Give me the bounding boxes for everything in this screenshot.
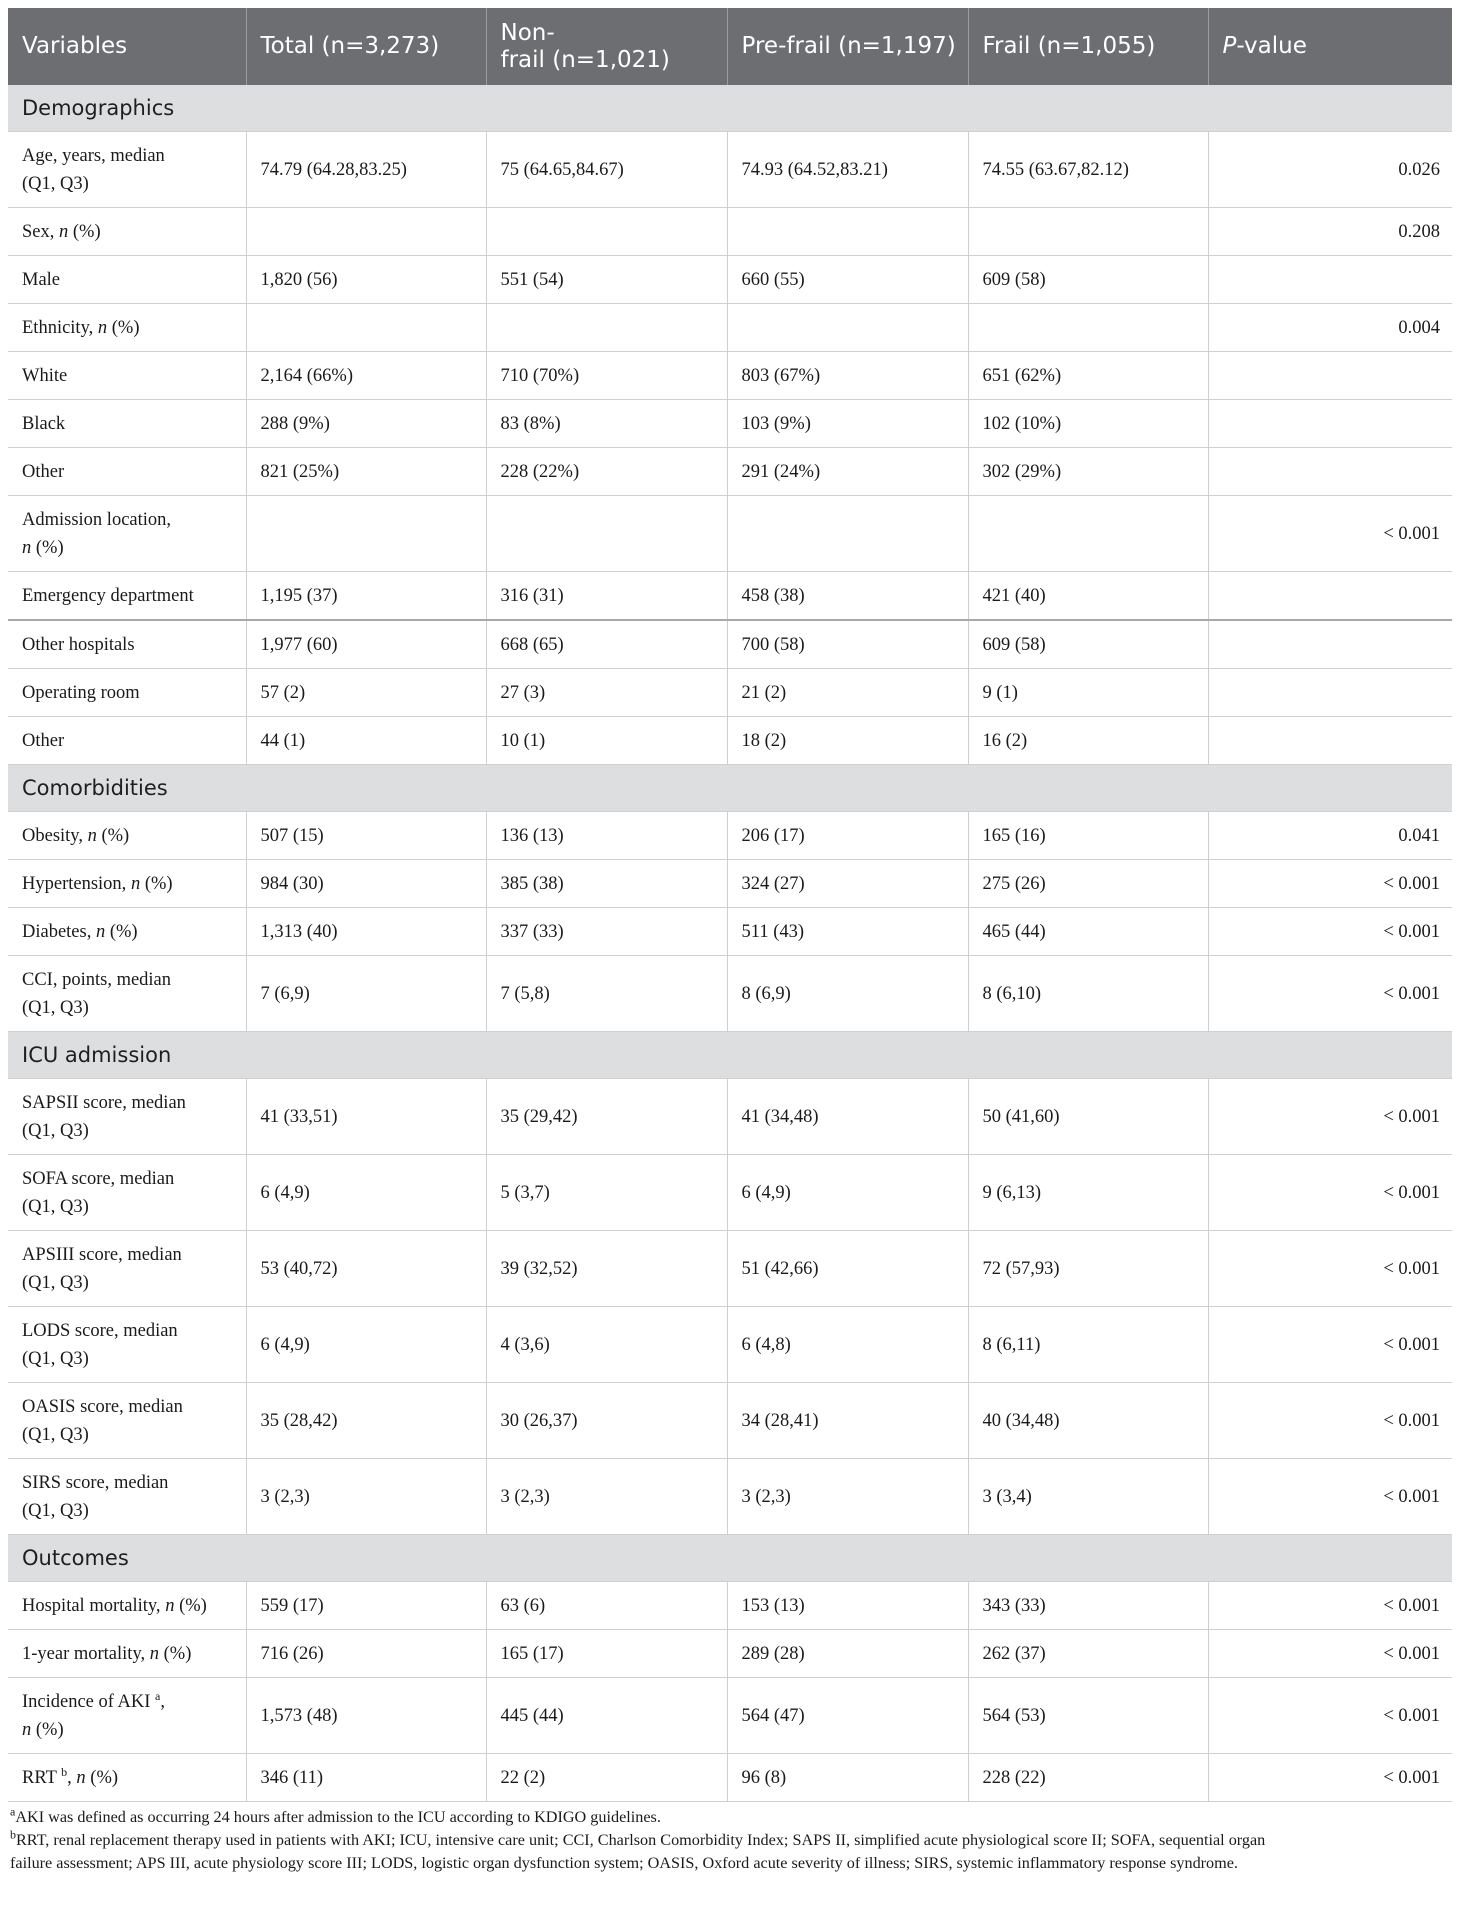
row-label: Diabetes, n (%) bbox=[8, 908, 246, 956]
row-label: Hospital mortality, n (%) bbox=[8, 1582, 246, 1630]
cell-total: 346 (11) bbox=[246, 1754, 486, 1802]
cell-pvalue: < 0.001 bbox=[1208, 1155, 1452, 1231]
cell-nonfrail: 83 (8%) bbox=[486, 400, 727, 448]
cell-pvalue: 0.041 bbox=[1208, 812, 1452, 860]
cell-prefrail: 8 (6,9) bbox=[727, 956, 968, 1032]
cell-nonfrail bbox=[486, 208, 727, 256]
row-label: Sex, n (%) bbox=[8, 208, 246, 256]
table-row bbox=[8, 1155, 1452, 1231]
cell-prefrail: 74.93 (64.52,83.21) bbox=[727, 132, 968, 208]
cell-total: 288 (9%) bbox=[246, 400, 486, 448]
row-label: 1-year mortality, n (%) bbox=[8, 1630, 246, 1678]
cell-nonfrail: 7 (5,8) bbox=[486, 956, 727, 1032]
table-row bbox=[8, 352, 1452, 400]
cell-prefrail: 511 (43) bbox=[727, 908, 968, 956]
row-label: White bbox=[8, 352, 246, 400]
table-row bbox=[8, 1307, 1452, 1383]
table-row bbox=[8, 717, 1452, 765]
table-row bbox=[8, 572, 1452, 621]
cell-total: 984 (30) bbox=[246, 860, 486, 908]
cell-prefrail bbox=[727, 496, 968, 572]
cell-frail: 8 (6,10) bbox=[968, 956, 1208, 1032]
cell-frail: 421 (40) bbox=[968, 572, 1208, 621]
cell-prefrail: 34 (28,41) bbox=[727, 1383, 968, 1459]
cell-nonfrail: 3 (2,3) bbox=[486, 1459, 727, 1535]
cell-prefrail: 564 (47) bbox=[727, 1678, 968, 1754]
cell-pvalue: < 0.001 bbox=[1208, 908, 1452, 956]
section-demographics: Demographics bbox=[8, 85, 1452, 132]
cell-pvalue bbox=[1208, 572, 1452, 621]
cell-nonfrail: 27 (3) bbox=[486, 669, 727, 717]
cell-pvalue: < 0.001 bbox=[1208, 1307, 1452, 1383]
table-row bbox=[8, 208, 1452, 256]
cell-prefrail: 3 (2,3) bbox=[727, 1459, 968, 1535]
cell-prefrail: 206 (17) bbox=[727, 812, 968, 860]
header-frail: Frail (n=1,055) bbox=[968, 8, 1208, 85]
table-row bbox=[8, 304, 1452, 352]
cell-nonfrail: 668 (65) bbox=[486, 620, 727, 669]
cell-pvalue bbox=[1208, 352, 1452, 400]
cell-prefrail: 291 (24%) bbox=[727, 448, 968, 496]
cell-frail bbox=[968, 496, 1208, 572]
cell-frail: 275 (26) bbox=[968, 860, 1208, 908]
cell-nonfrail: 228 (22%) bbox=[486, 448, 727, 496]
cell-pvalue: < 0.001 bbox=[1208, 1582, 1452, 1630]
row-label: Hypertension, n (%) bbox=[8, 860, 246, 908]
cell-pvalue: 0.208 bbox=[1208, 208, 1452, 256]
cell-prefrail: 18 (2) bbox=[727, 717, 968, 765]
cell-nonfrail: 39 (32,52) bbox=[486, 1231, 727, 1307]
cell-pvalue: < 0.001 bbox=[1208, 1678, 1452, 1754]
table-row bbox=[8, 956, 1452, 1032]
row-label: Admission location, n (%) bbox=[8, 496, 246, 572]
header-nonfrail: Non- frail (n=1,021) bbox=[486, 8, 727, 85]
header-variables: Variables bbox=[8, 8, 246, 85]
cell-prefrail: 51 (42,66) bbox=[727, 1231, 968, 1307]
cell-frail: 40 (34,48) bbox=[968, 1383, 1208, 1459]
cell-frail bbox=[968, 208, 1208, 256]
cell-pvalue: < 0.001 bbox=[1208, 1630, 1452, 1678]
row-label: Incidence of AKI $^a$, n (%) bbox=[8, 1678, 246, 1754]
row-label: RRT $^b$, n (%) bbox=[8, 1754, 246, 1802]
cell-prefrail: 6 (4,8) bbox=[727, 1307, 968, 1383]
cell-frail: 609 (58) bbox=[968, 256, 1208, 304]
baseline-characteristics-table bbox=[8, 8, 1452, 1802]
cell-pvalue bbox=[1208, 669, 1452, 717]
row-label: Other bbox=[8, 717, 246, 765]
cell-prefrail: 803 (67%) bbox=[727, 352, 968, 400]
cell-nonfrail: 22 (2) bbox=[486, 1754, 727, 1802]
table-row bbox=[8, 620, 1452, 669]
cell-total: 1,977 (60) bbox=[246, 620, 486, 669]
section-row bbox=[8, 85, 1452, 132]
cell-frail: 651 (62%) bbox=[968, 352, 1208, 400]
cell-total: 821 (25%) bbox=[246, 448, 486, 496]
cell-total: 35 (28,42) bbox=[246, 1383, 486, 1459]
cell-nonfrail: 710 (70%) bbox=[486, 352, 727, 400]
row-label: Black bbox=[8, 400, 246, 448]
table-header-row bbox=[8, 8, 1452, 85]
section-icu-admission: ICU admission bbox=[8, 1032, 1452, 1079]
cell-prefrail bbox=[727, 304, 968, 352]
cell-prefrail: 458 (38) bbox=[727, 572, 968, 621]
table-row bbox=[8, 496, 1452, 572]
row-label: Other bbox=[8, 448, 246, 496]
cell-total bbox=[246, 304, 486, 352]
section-outcomes: Outcomes bbox=[8, 1535, 1452, 1582]
cell-prefrail bbox=[727, 208, 968, 256]
cell-nonfrail: 316 (31) bbox=[486, 572, 727, 621]
cell-pvalue: < 0.001 bbox=[1208, 1383, 1452, 1459]
table-footnotes bbox=[8, 1806, 1452, 1875]
cell-prefrail: 153 (13) bbox=[727, 1582, 968, 1630]
cell-pvalue bbox=[1208, 448, 1452, 496]
cell-total: 6 (4,9) bbox=[246, 1155, 486, 1231]
section-row bbox=[8, 1032, 1452, 1079]
row-label: Obesity, n (%) bbox=[8, 812, 246, 860]
cell-frail: 262 (37) bbox=[968, 1630, 1208, 1678]
cell-frail: 3 (3,4) bbox=[968, 1459, 1208, 1535]
cell-pvalue bbox=[1208, 400, 1452, 448]
cell-nonfrail: 445 (44) bbox=[486, 1678, 727, 1754]
table-row bbox=[8, 132, 1452, 208]
header-pvalue: P-value bbox=[1208, 8, 1452, 85]
table-row bbox=[8, 1678, 1452, 1754]
table-figure bbox=[8, 8, 1452, 1875]
cell-frail: 343 (33) bbox=[968, 1582, 1208, 1630]
cell-pvalue: 0.026 bbox=[1208, 132, 1452, 208]
cell-total: 1,195 (37) bbox=[246, 572, 486, 621]
cell-pvalue bbox=[1208, 256, 1452, 304]
cell-pvalue: 0.004 bbox=[1208, 304, 1452, 352]
cell-total bbox=[246, 208, 486, 256]
footnote-b: $^b$RRT, renal replacement therapy used in patients with AKI; ICU, intensive care unit; CCI, Charlson Comorbidity Index; SAPS II, simplified acute physiological score II; SOFA, sequential organ bbox=[10, 1827, 1266, 1849]
cell-frail: 228 (22) bbox=[968, 1754, 1208, 1802]
cell-nonfrail: 35 (29,42) bbox=[486, 1079, 727, 1155]
cell-nonfrail: 551 (54) bbox=[486, 256, 727, 304]
cell-nonfrail: 5 (3,7) bbox=[486, 1155, 727, 1231]
cell-frail: 465 (44) bbox=[968, 908, 1208, 956]
row-label: Operating room bbox=[8, 669, 246, 717]
cell-frail: 302 (29%) bbox=[968, 448, 1208, 496]
section-row bbox=[8, 765, 1452, 812]
row-label: APSIII score, median (Q1, Q3) bbox=[8, 1231, 246, 1307]
cell-nonfrail: 337 (33) bbox=[486, 908, 727, 956]
cell-frail: 9 (1) bbox=[968, 669, 1208, 717]
table-row bbox=[8, 1383, 1452, 1459]
cell-total bbox=[246, 496, 486, 572]
row-label: Other hospitals bbox=[8, 620, 246, 669]
cell-pvalue bbox=[1208, 620, 1452, 669]
cell-total: 2,164 (66%) bbox=[246, 352, 486, 400]
cell-frail: 50 (41,60) bbox=[968, 1079, 1208, 1155]
cell-frail: 72 (57,93) bbox=[968, 1231, 1208, 1307]
cell-prefrail: 96 (8) bbox=[727, 1754, 968, 1802]
row-label: Male bbox=[8, 256, 246, 304]
cell-prefrail: 6 (4,9) bbox=[727, 1155, 968, 1231]
row-label: SAPSII score, median (Q1, Q3) bbox=[8, 1079, 246, 1155]
cell-pvalue: < 0.001 bbox=[1208, 956, 1452, 1032]
cell-nonfrail: 63 (6) bbox=[486, 1582, 727, 1630]
cell-frail: 74.55 (63.67,82.12) bbox=[968, 132, 1208, 208]
section-comorbidities: Comorbidities bbox=[8, 765, 1452, 812]
section-row bbox=[8, 1535, 1452, 1582]
cell-prefrail: 660 (55) bbox=[727, 256, 968, 304]
table-row bbox=[8, 256, 1452, 304]
cell-nonfrail: 136 (13) bbox=[486, 812, 727, 860]
cell-nonfrail: 165 (17) bbox=[486, 1630, 727, 1678]
cell-total: 53 (40,72) bbox=[246, 1231, 486, 1307]
cell-pvalue: < 0.001 bbox=[1208, 1459, 1452, 1535]
cell-prefrail: 324 (27) bbox=[727, 860, 968, 908]
table-row bbox=[8, 1630, 1452, 1678]
cell-nonfrail bbox=[486, 496, 727, 572]
table-row bbox=[8, 400, 1452, 448]
cell-total: 716 (26) bbox=[246, 1630, 486, 1678]
header-total: Total (n=3,273) bbox=[246, 8, 486, 85]
row-label: SIRS score, median (Q1, Q3) bbox=[8, 1459, 246, 1535]
footnote-b-continued: failure assessment; APS III, acute physiology score III; LODS, logistic organ dysfunction system; OASIS, Oxford acute severity of illness; SIRS, systemic inflammatory response syndrome. bbox=[10, 1854, 1238, 1872]
cell-total: 3 (2,3) bbox=[246, 1459, 486, 1535]
table-row bbox=[8, 1231, 1452, 1307]
header-prefrail: Pre-frail (n=1,197) bbox=[727, 8, 968, 85]
row-label: Age, years, median (Q1, Q3) bbox=[8, 132, 246, 208]
cell-frail: 165 (16) bbox=[968, 812, 1208, 860]
cell-total: 559 (17) bbox=[246, 1582, 486, 1630]
table-row bbox=[8, 1459, 1452, 1535]
row-label: LODS score, median (Q1, Q3) bbox=[8, 1307, 246, 1383]
cell-total: 7 (6,9) bbox=[246, 956, 486, 1032]
table-row bbox=[8, 1079, 1452, 1155]
cell-total: 1,313 (40) bbox=[246, 908, 486, 956]
footnote-a: $^a$AKI was defined as occurring 24 hours after admission to the ICU according to KDIGO guidelines. bbox=[10, 1804, 661, 1826]
cell-frail: 16 (2) bbox=[968, 717, 1208, 765]
cell-total: 1,573 (48) bbox=[246, 1678, 486, 1754]
row-label: CCI, points, median (Q1, Q3) bbox=[8, 956, 246, 1032]
cell-pvalue: < 0.001 bbox=[1208, 1231, 1452, 1307]
cell-nonfrail bbox=[486, 304, 727, 352]
cell-total: 507 (15) bbox=[246, 812, 486, 860]
cell-pvalue bbox=[1208, 717, 1452, 765]
cell-nonfrail: 75 (64.65,84.67) bbox=[486, 132, 727, 208]
cell-pvalue: < 0.001 bbox=[1208, 860, 1452, 908]
cell-nonfrail: 10 (1) bbox=[486, 717, 727, 765]
cell-total: 6 (4,9) bbox=[246, 1307, 486, 1383]
cell-nonfrail: 30 (26,37) bbox=[486, 1383, 727, 1459]
cell-total: 41 (33,51) bbox=[246, 1079, 486, 1155]
row-label: OASIS score, median (Q1, Q3) bbox=[8, 1383, 246, 1459]
row-label: SOFA score, median (Q1, Q3) bbox=[8, 1155, 246, 1231]
cell-pvalue: < 0.001 bbox=[1208, 1079, 1452, 1155]
cell-prefrail: 41 (34,48) bbox=[727, 1079, 968, 1155]
table-row bbox=[8, 1582, 1452, 1630]
cell-frail: 102 (10%) bbox=[968, 400, 1208, 448]
table-row bbox=[8, 1754, 1452, 1802]
table-row bbox=[8, 860, 1452, 908]
cell-frail: 9 (6,13) bbox=[968, 1155, 1208, 1231]
row-label: Ethnicity, n (%) bbox=[8, 304, 246, 352]
cell-nonfrail: 4 (3,6) bbox=[486, 1307, 727, 1383]
cell-prefrail: 103 (9%) bbox=[727, 400, 968, 448]
cell-frail: 8 (6,11) bbox=[968, 1307, 1208, 1383]
cell-total: 74.79 (64.28,83.25) bbox=[246, 132, 486, 208]
table-row bbox=[8, 448, 1452, 496]
table-row bbox=[8, 908, 1452, 956]
cell-total: 57 (2) bbox=[246, 669, 486, 717]
cell-pvalue: < 0.001 bbox=[1208, 1754, 1452, 1802]
cell-total: 44 (1) bbox=[246, 717, 486, 765]
cell-prefrail: 21 (2) bbox=[727, 669, 968, 717]
cell-total: 1,820 (56) bbox=[246, 256, 486, 304]
cell-frail bbox=[968, 304, 1208, 352]
cell-frail: 609 (58) bbox=[968, 620, 1208, 669]
table-row bbox=[8, 812, 1452, 860]
cell-pvalue: < 0.001 bbox=[1208, 496, 1452, 572]
table-row bbox=[8, 669, 1452, 717]
cell-prefrail: 289 (28) bbox=[727, 1630, 968, 1678]
cell-nonfrail: 385 (38) bbox=[486, 860, 727, 908]
cell-prefrail: 700 (58) bbox=[727, 620, 968, 669]
cell-frail: 564 (53) bbox=[968, 1678, 1208, 1754]
row-label: Emergency department bbox=[8, 572, 246, 621]
